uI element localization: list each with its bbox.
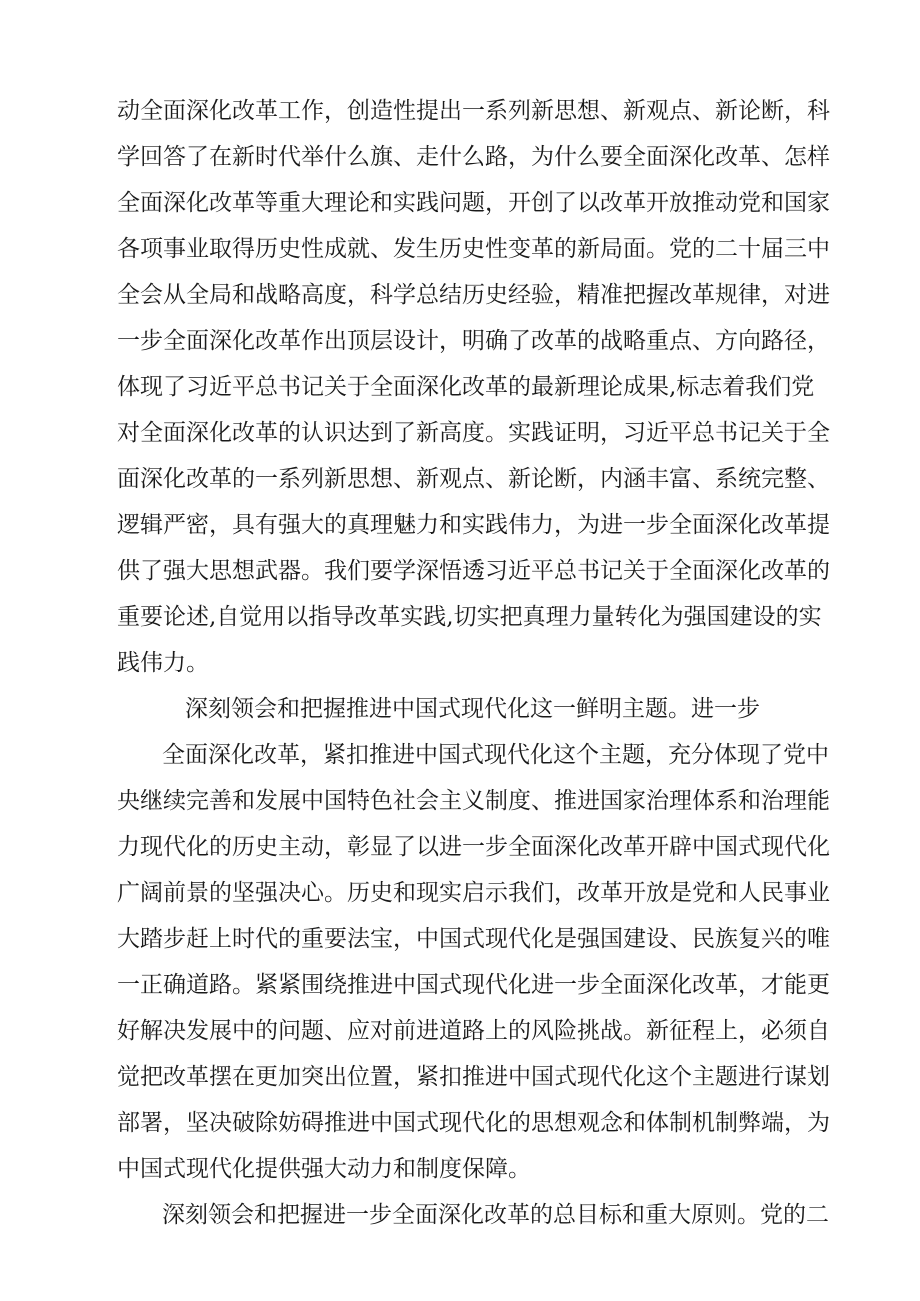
text-line: 全会从全局和战略高度，科学总结历史经验，精准把握改革规律，对进 [117, 282, 830, 308]
text-line: 大踏步赶上时代的重要法宝，中国式现代化是强国建设、民族复兴的唯 [117, 926, 830, 952]
text-line: 逻辑严密，具有强大的真理魅力和实践伟力，为进一步全面深化改革提 [117, 512, 830, 538]
text-line: 各项事业取得历史性成就、发生历史性变革的新局面。党的二十届三中 [117, 236, 830, 262]
text-line: 践伟力。 [117, 650, 209, 676]
text-line: 动全面深化改革工作，创造性提出一系列新思想、新观点、新论断，科 [117, 98, 830, 124]
text-line: 全面深化改革等重大理论和实践问题，开创了以改革开放推动党和国家 [117, 190, 830, 216]
text-line: 一正确道路。紧紧围绕推进中国式现代化进一步全面深化改革，才能更 [117, 972, 830, 998]
text-line: 觉把改革摆在更加突出位置，紧扣推进中国式现代化这个主题进行谋划 [117, 1064, 830, 1090]
text-line: 体现了习近平总书记关于全面深化改革的最新理论成果,标志着我们党 [117, 374, 815, 400]
text-line: 重要论述,自觉用以指导改革实践,切实把真理力量转化为强国建设的实 [117, 604, 822, 630]
text-line: 部署，坚决破除妨碍推进中国式现代化的思想观念和体制机制弊端，为 [117, 1110, 830, 1136]
text-line: 全面深化改革，紧扣推进中国式现代化这个主题，充分体现了党中 [162, 742, 829, 768]
text-line: 一步全面深化改革作出顶层设计，明确了改革的战略重点、方向路径， [117, 328, 830, 354]
text-line: 央继续完善和发展中国特色社会主义制度、推进国家治理体系和治理能 [117, 788, 830, 814]
text-line: 中国式现代化提供强大动力和制度保障。 [117, 1156, 531, 1182]
text-line: 学回答了在新时代举什么旗、走什么路，为什么要全面深化改革、怎样 [117, 144, 830, 170]
text-line: 供了强大思想武器。我们要学深悟透习近平总书记关于全面深化改革的 [117, 558, 830, 584]
text-line: 面深化改革的一系列新思想、新观点、新论断，内涵丰富、系统完整、 [117, 466, 830, 492]
text-line: 深刻领会和把握进一步全面深化改革的总目标和重大原则。党的二 [162, 1202, 829, 1228]
text-line: 广阔前景的坚强决心。历史和现实启示我们，改革开放是党和人民事业 [117, 880, 830, 906]
text-line: 好解决发展中的问题、应对前进道路上的风险挑战。新征程上，必须自 [117, 1018, 830, 1044]
text-line: 力现代化的历史主动，彰显了以进一步全面深化改革开辟中国式现代化 [117, 834, 830, 860]
text-line: 对全面深化改革的认识达到了新高度。实践证明，习近平总书记关于全 [117, 420, 830, 446]
section-heading-line: 深刻领会和把握推进中国式现代化这一鲜明主题。进一步 [185, 696, 760, 722]
